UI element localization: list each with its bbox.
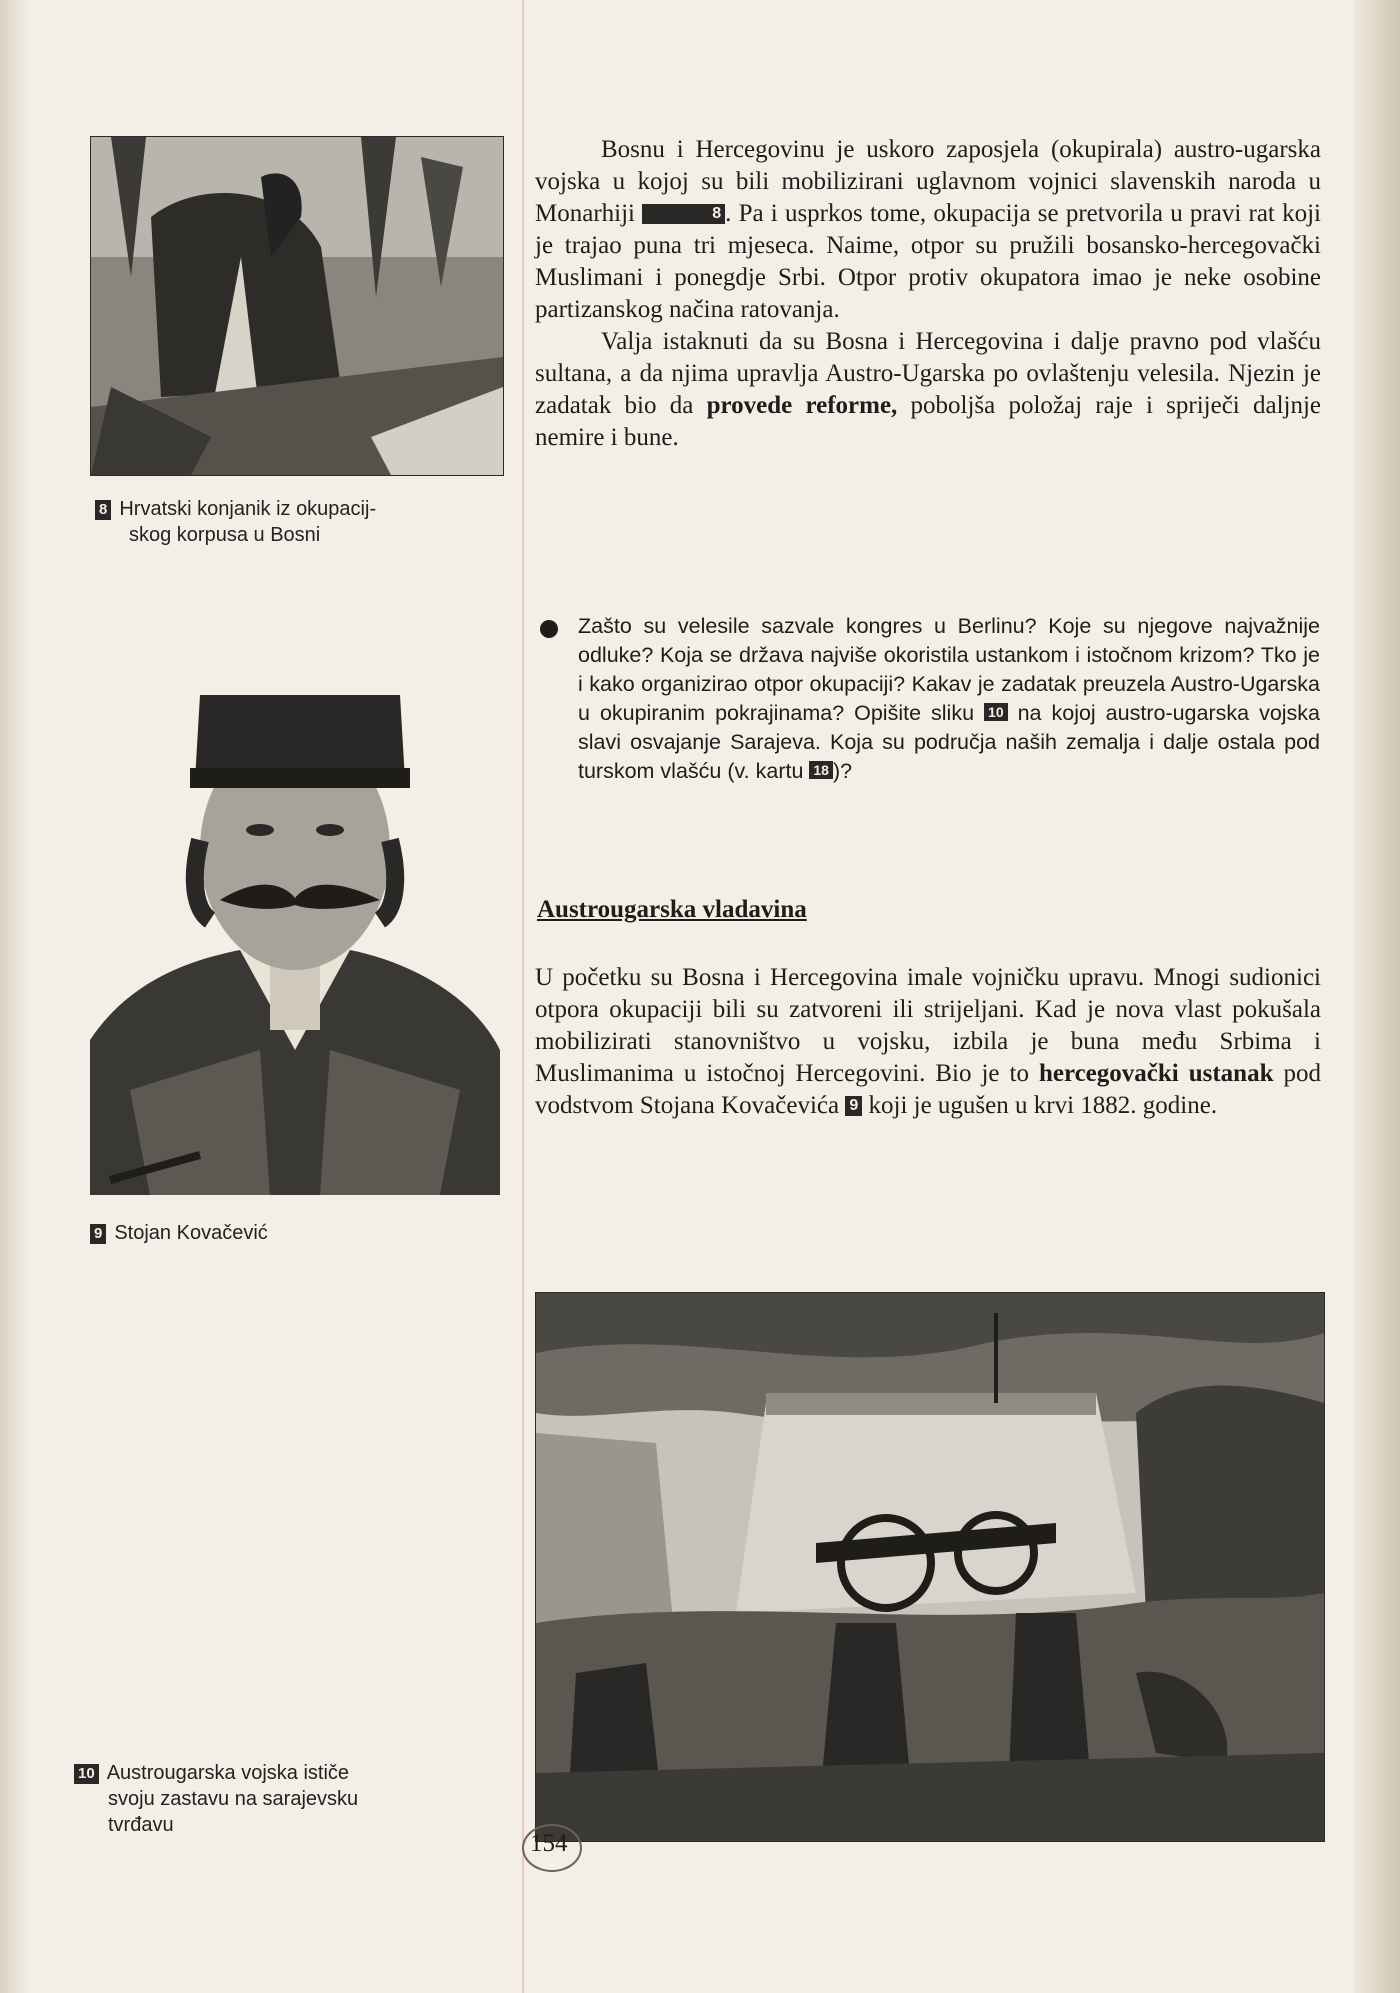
paragraph-text: Bosnu i Hercegovinu je uskoro zaposjela (okupirala) austro-ugarska vojska u kojoj su bili mobilizirani uglavnom vojnici slavenskih naroda u Monarhiji: [535, 136, 1321, 227]
paragraph-text: Valja istaknuti da su Bosna i Hercegovina i dalje pravno pod vlašću sultana, a da njima upravlja Austro-Ugarska po ovlaštenju velesila. Njezin je zadatak bio da: [535, 328, 1321, 419]
figure-10-battle-image: [535, 1292, 1325, 1842]
question-text: [578, 612, 1320, 786]
figure-reference-badge: 10: [984, 703, 1008, 721]
figure-8-cavalryman-image: [90, 136, 504, 476]
intro-paragraphs: [535, 134, 1321, 454]
paragraph-text: U početku su Bosna i Hercegovina imale vojničku upravu. Mnogi sudionici otpora okupaciji bili su zatvoreni ili strijeljani. Kad je nova vlast pokušala mobilizirati stanovništvo u vojsku, izbila je buna među Srbima i Muslimanima u istočnoj Hercegovini. Bio je to: [535, 964, 1321, 1087]
caption-line: skog korpusa u Bosni: [129, 524, 321, 546]
caption-line: svoju zastavu na sarajevsku: [108, 1788, 359, 1810]
figure-number-badge: 8: [95, 500, 111, 520]
bold-term: hercegovački ustanak: [1038, 1060, 1274, 1087]
paragraph-text: . Pa i usprkos tome, okupacija se pretvorila u pravi rat koji je trajao puna tri mjeseca. Naime, otpor su pružili bosansko-hercegovački Muslimani i ponegdje Srbi. Otpor protiv okupatora imao je neke osobine partizanskog načina ratovanja.: [535, 200, 1321, 323]
question-text-part: na kojoj austro-ugarska vojska slavi osvajanje Sarajeva. Koja su područja naših zemalja i dalje ostala pod turskom vlašću (v. kartu: [578, 701, 1321, 783]
caption-line: tvrđavu: [108, 1814, 174, 1836]
figure-9-portrait-image: [90, 650, 500, 1195]
caption-line: [90, 1220, 450, 1246]
page-fold-line: [522, 0, 524, 1993]
figure-number-badge: 9: [90, 1224, 106, 1244]
review-questions: [540, 612, 1320, 786]
caption-text: Austrougarska vojska ističe: [106, 1762, 350, 1784]
question-text-part: Zašto su velesile sazvale kongres u Berlinu? Koje su njegove najvažnije odluke? Koja se država najviše okoristila ustankom i istočnom krizom? Tko je i kako organizirao otpor okupaciji? Kakav je zadatak preuzela Austro-Ugarska u okupiranim pokrajinama? Opišite sliku: [578, 614, 1320, 725]
section-heading: Austrougarska vladavina: [537, 896, 807, 923]
figure-number-badge: 10: [74, 1764, 99, 1784]
paragraph-text: pod vodstvom Stojana Kovačevića: [535, 1060, 1321, 1119]
map-reference-badge: 18: [809, 761, 833, 779]
figure-8-caption: [95, 496, 455, 548]
page-edge-left: [0, 0, 28, 1993]
caption-text: Hrvatski konjanik iz okupacij-: [119, 498, 377, 520]
section-paragraph: [535, 962, 1321, 1122]
caption-line: [95, 496, 455, 522]
paragraph-text: poboljša položaj raje i spriječi daljnje nemire i bune.: [535, 392, 1322, 451]
figure-9-caption: [90, 1220, 450, 1246]
page-edge-right: [1354, 0, 1400, 1993]
caption-line: [74, 1760, 434, 1786]
paragraph-occupation: [535, 134, 1321, 326]
page-number-text: 154: [530, 1830, 568, 1857]
page-number-circle: [522, 1824, 582, 1872]
caption-text: Stojan Kovačević: [114, 1222, 268, 1244]
figure-10-caption: [74, 1760, 434, 1838]
bullet-icon: [540, 620, 558, 638]
bold-term: provede reforme,: [706, 392, 898, 419]
question-text-part: )?: [832, 759, 853, 783]
figure-reference-badge: 9: [845, 1096, 862, 1116]
paragraph-uprising: [535, 962, 1321, 1122]
paragraph-administration: [535, 326, 1321, 454]
paragraph-text: koji je ugušen u krvi 1882. godine.: [862, 1092, 1218, 1119]
figure-reference-badge: 8: [642, 204, 725, 224]
page-number: [530, 1830, 568, 1858]
